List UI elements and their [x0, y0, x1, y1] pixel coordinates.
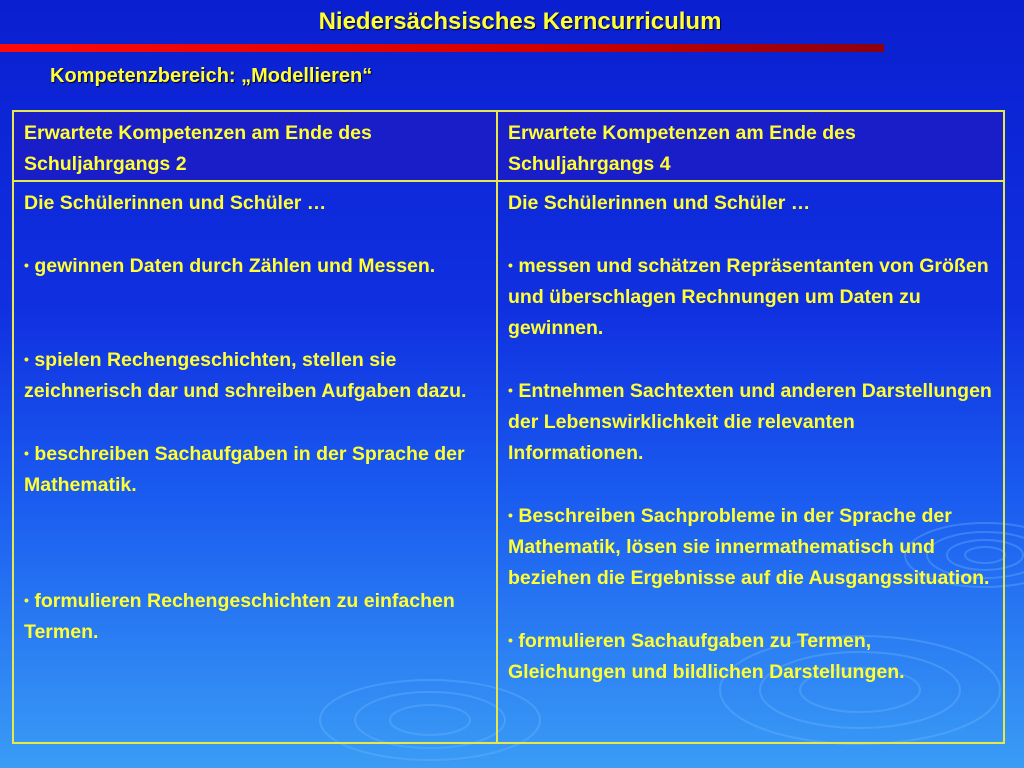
- competence-table: [12, 110, 1005, 744]
- bullet-icon: •: [508, 507, 513, 523]
- list-item: [24, 250, 486, 282]
- list-item: [508, 250, 993, 344]
- cell-intro-text: Die Schülerinnen und Schüler …: [508, 192, 811, 214]
- header-cell-grade-2: Erwartete Kompetenzen am Ende des Schuljahrgangs 2: [13, 111, 497, 181]
- bullet-icon: •: [24, 257, 29, 273]
- bullet-icon: •: [508, 257, 513, 273]
- list-item-text: messen und schätzen Repräsentanten von Größen und überschlagen Rechnungen um Daten zu gewinnen.: [508, 255, 989, 339]
- list-item: [24, 585, 486, 648]
- list-item-text: beschreiben Sachaufgaben in der Sprache der Mathematik.: [24, 443, 465, 496]
- bullet-icon: •: [24, 351, 29, 367]
- list-item-text: gewinnen Daten durch Zählen und Messen.: [34, 255, 436, 277]
- list-item-text: Entnehmen Sachtexten und anderen Darstellungen der Lebenswirklichkeit die relevanten Informationen.: [508, 380, 992, 464]
- bullet-icon: •: [508, 382, 513, 398]
- list-item-text: formulieren Rechengeschichten zu einfachen Termen.: [24, 590, 455, 643]
- bullet-icon: •: [24, 592, 29, 608]
- body-cell-grade-2: [13, 181, 497, 743]
- list-item-text: Beschreiben Sachprobleme in der Sprache der Mathematik, lösen sie innermathematisch und beziehen die Ergebnisse auf die Ausgangssituation.: [508, 505, 990, 589]
- title-underline-bar: [0, 44, 884, 52]
- list-item: [24, 344, 486, 407]
- bullet-icon: •: [508, 632, 513, 648]
- list-item-text: formulieren Sachaufgaben zu Termen, Gleichungen und bildlichen Darstellungen.: [508, 630, 905, 683]
- body-cell-grade-4: [497, 181, 1004, 743]
- header-cell-grade-4: Erwartete Kompetenzen am Ende des Schuljahrgangs 4: [497, 111, 1004, 181]
- list-item: [508, 375, 993, 469]
- list-item: [508, 625, 993, 688]
- page-subtitle: Kompetenzbereich: „Modellieren“: [50, 65, 373, 87]
- list-item: [24, 438, 486, 501]
- cell-intro-text: Die Schülerinnen und Schüler …: [24, 192, 327, 214]
- table-header-row: [13, 111, 1004, 181]
- list-item: [508, 500, 993, 594]
- page-title: Niedersächsisches Kerncurriculum: [318, 8, 722, 35]
- table-body-row: [13, 181, 1004, 743]
- bullet-icon: •: [24, 445, 29, 461]
- list-item-text: spielen Rechengeschichten, stellen sie zeichnerisch dar und schreiben Aufgaben dazu.: [24, 349, 467, 402]
